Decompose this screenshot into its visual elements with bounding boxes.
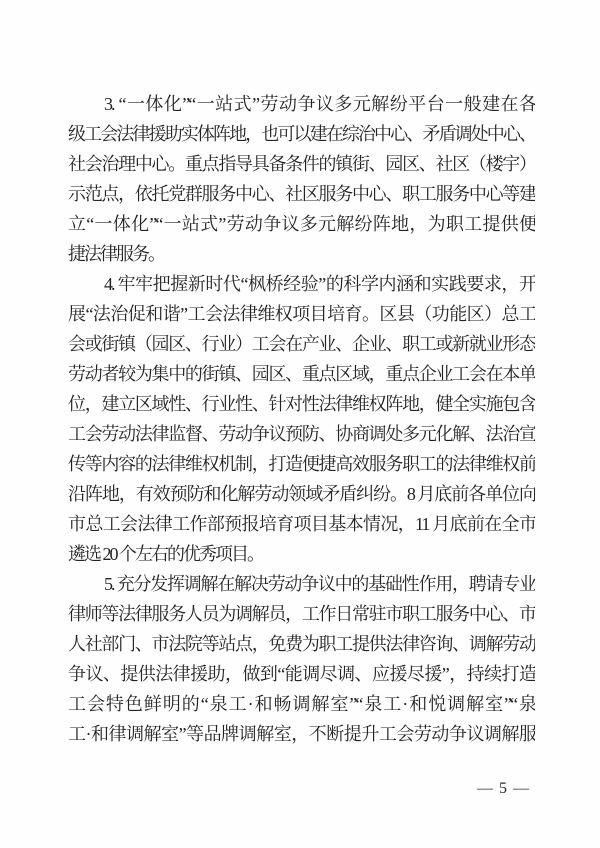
text-line: 捷法律服务。 (68, 244, 164, 264)
text-line: 律师等法律服务人员为调解员，工作日常驻市职工服务中心、市 (68, 604, 535, 624)
text-line: 级工会法律援助实体阵地，也可以建在综治中心、矛盾调处中心、 (68, 124, 535, 144)
text-line: 遴选 20 个左右的优秀项目。 (68, 544, 263, 564)
text-line: 沿阵地，有效预防和化解劳动领域矛盾纠纷。8 月底前各单位向 (68, 484, 535, 504)
text-line: 工会特色鲜明的“泉工·和畅调解室”“泉工·和悦调解室”“泉 (68, 694, 535, 714)
text-line: 4. 牢牢把握新时代“枫桥经验”的科学内涵和实践要求，开 (104, 274, 535, 294)
text-line: 5. 充分发挥调解在解决劳动争议中的基础性作用，聘请专业 (104, 574, 535, 594)
text-line: 人社部门、市法院等站点，免费为职工提供法律咨询、调解劳动 (68, 634, 535, 654)
text-line: 传等内容的法律维权机制，打造便捷高效服务职工的法律维权前 (68, 454, 535, 474)
text-line: 社会治理中心。重点指导具备条件的镇街、园区、社区（楼宇） (68, 154, 535, 174)
text-line: 劳动者较为集中的街镇、园区、重点区域，重点企业工会在本单 (68, 364, 535, 384)
page-number: — 5 — (477, 780, 530, 797)
text-line: 争议、提供法律援助，做到“能调尽调、应援尽援”，持续打造 (68, 664, 535, 684)
text-line: 市总工会法律工作部预报培育项目基本情况，11 月底前在全市 (68, 514, 535, 534)
document-body (68, 89, 535, 749)
text-line: 工·和律调解室”等品牌调解室，不断提升工会劳动争议调解服 (68, 724, 535, 744)
text-line: 展“法治促和谐”工会法律维权项目培育。区县（功能区）总工 (68, 304, 535, 324)
text-line: 3. “一体化”“一站式”劳动争议多元解纷平台一般建在各 (104, 94, 535, 114)
text-line: 位，建立区域性、行业性、针对性法律维权阵地，健全实施包含 (68, 394, 535, 414)
text-line: 工会劳动法律监督、劳动争议预防、协商调处多元化解、法治宣 (68, 424, 535, 444)
text-line: 立“一体化”“一站式”劳动争议多元解纷阵地，为职工提供便 (68, 214, 535, 234)
text-line: 示范点，依托党群服务中心、社区服务中心、职工服务中心等建 (68, 184, 535, 204)
text-line: 会或街镇（园区、行业）工会在产业、企业、职工或新就业形态 (68, 334, 535, 354)
